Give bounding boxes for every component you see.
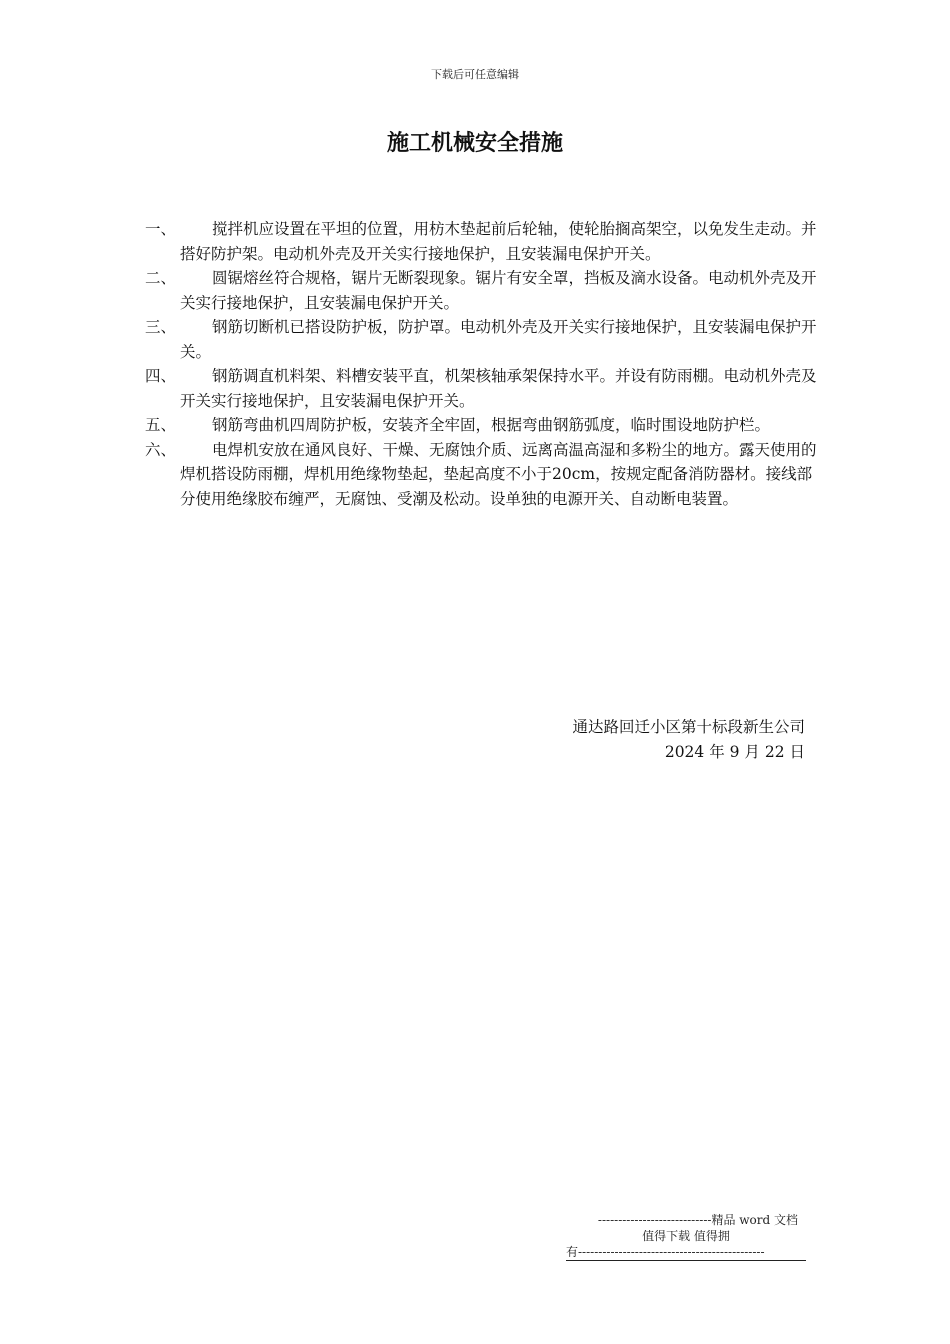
signature-block	[572, 715, 805, 765]
footer-line-2: 值得下载 值得拥	[642, 1229, 730, 1243]
measure-marker: 四、	[145, 367, 177, 385]
measure-item-3	[145, 315, 825, 364]
safety-measures-list	[145, 217, 825, 511]
measure-item-4	[145, 364, 825, 413]
measure-marker: 六、	[145, 440, 177, 459]
measure-text: 电焊机安放在通风良好、干燥、无腐蚀介质、远离高温高湿和多粉尘的地方。露天使用的焊机搭设防雨棚，焊机用绝缘物垫起，垫起高度不小于20cm，按规定配备消防器材。接线部分使用绝缘胶布缠严，无腐蚀、受潮及松动。设单独的电源开关、自动断电装置。	[180, 440, 817, 508]
measure-marker: 五、	[145, 416, 177, 434]
measure-item-1	[145, 217, 825, 266]
footer-line-1: ----------------------------精品 word 文档	[597, 1213, 798, 1227]
measure-text: 钢筋调直机料架、料槽安装平直，机架核轴承架保持水平。并设有防雨棚。电动机外壳及开关实行接地保护，且安装漏电保护开关。	[180, 367, 817, 410]
signature-date: 2024 年 9 月 22 日	[664, 743, 805, 761]
document-title: 施工机械安全措施	[386, 131, 563, 156]
measure-text: 钢筋切断机已搭设防护板，防护罩。电动机外壳及开关实行接地保护，且安装漏电保护开关。	[180, 318, 817, 361]
measure-text: 钢筋弯曲机四周防护板，安装齐全牢固，根据弯曲钢筋弧度，临时围设地防护栏。	[212, 416, 771, 434]
measure-marker: 一、	[145, 220, 177, 238]
measure-text: 搅拌机应设置在平坦的位置，用枋木垫起前后轮轴，使轮胎搁高架空，以免发生走动。并搭好防护架。电动机外壳及开关实行接地保护，且安装漏电保护开关。	[180, 220, 817, 263]
measure-item-2	[145, 266, 825, 315]
measure-item-5	[145, 413, 825, 438]
measure-marker: 三、	[145, 318, 177, 336]
measure-item-6	[145, 438, 825, 512]
footer-note	[566, 1212, 806, 1261]
measure-marker: 二、	[145, 269, 177, 287]
footer-line-3: 有----------------------------------------------	[566, 1244, 806, 1261]
signature-company: 通达路回迁小区第十标段新生公司	[572, 718, 805, 736]
measure-text: 圆锯熔丝符合规格，锯片无断裂现象。锯片有安全罩，挡板及滴水设备。电动机外壳及开关实行接地保护，且安装漏电保护开关。	[180, 269, 817, 312]
header-note: 下载后可任意编辑	[431, 68, 519, 81]
